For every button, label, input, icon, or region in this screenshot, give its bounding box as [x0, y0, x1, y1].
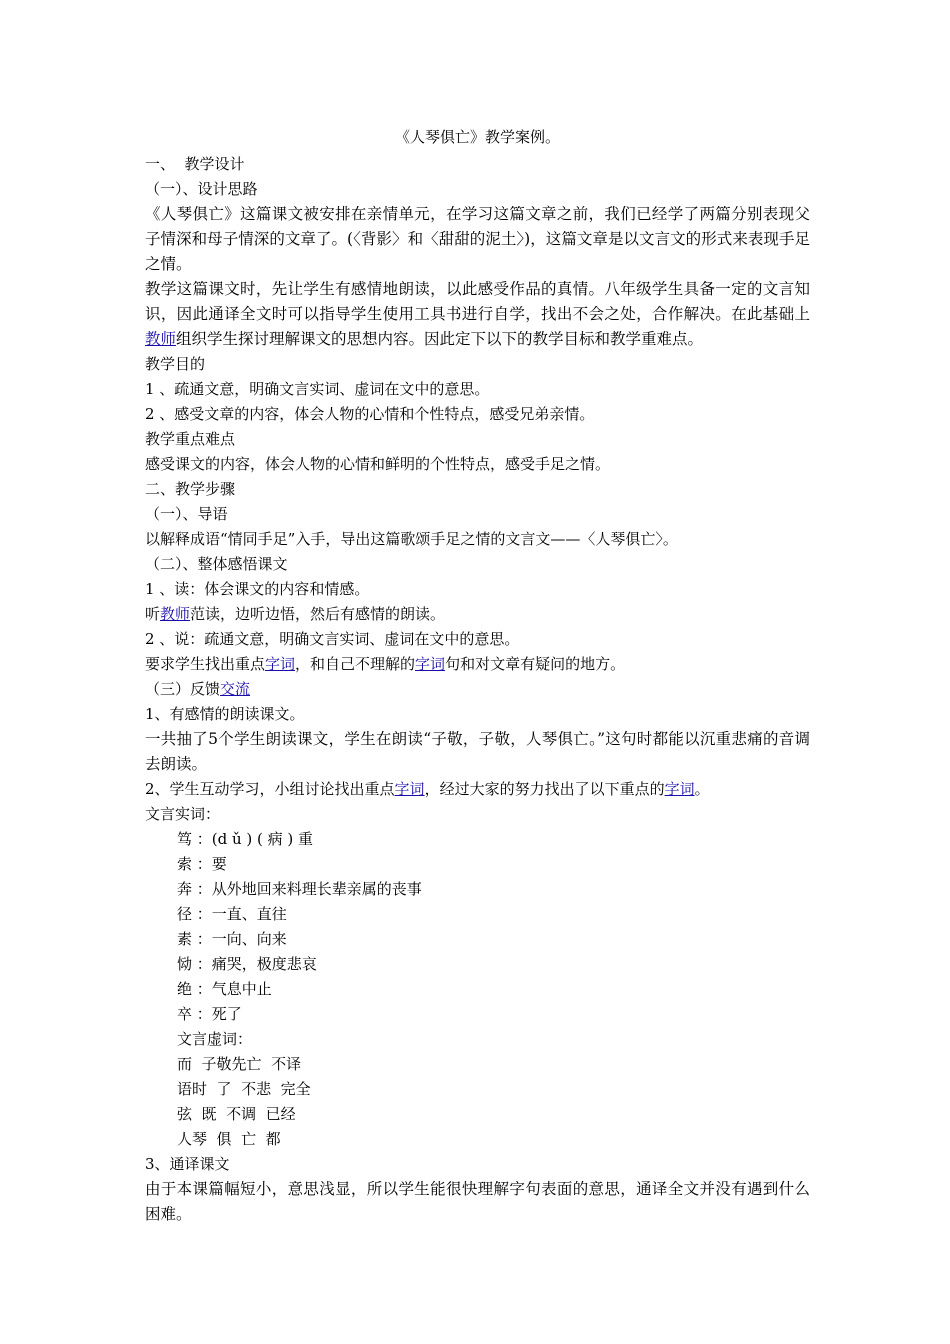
content-words-heading: 文言实词： — [145, 805, 221, 823]
read-heading: 1 、读：体会课文的内容和情感。 — [145, 580, 370, 598]
document-page — [145, 120, 810, 1227]
paragraph-design-2 — [145, 277, 810, 352]
document-title: 《人琴俱亡》教学案例。 — [394, 128, 560, 146]
link-words[interactable]: 字词 — [415, 655, 446, 673]
feedback-1-heading: 1、有感情的朗读课文。 — [145, 705, 305, 723]
content-word-item: 恸 ：痛哭，极度悲哀 — [177, 955, 317, 973]
subsection-heading-intro: （一）、导语 — [145, 505, 228, 523]
text-run: 。 — [694, 780, 710, 798]
link-words[interactable]: 字词 — [394, 780, 425, 798]
function-word-item: 而 子敬先亡 不译 — [177, 1055, 302, 1073]
link-teacher[interactable]: 教师 — [145, 330, 177, 348]
function-word-item: 人琴 俱 亡 都 — [177, 1130, 281, 1148]
content-word-item: 笃 ：(d ǔ ) ( 病 ) 重 — [177, 830, 314, 848]
goal-item-2: 2 、感受文章的内容，体会人物的心情和个性特点，感受兄弟亲情。 — [145, 405, 595, 423]
text-run: 听 — [145, 605, 161, 623]
content-word-item: 奔 ：从外地回来料理长辈亲属的丧事 — [177, 880, 422, 898]
text-run: （三）反馈 — [145, 680, 221, 698]
text-run: ，和自己不理解的 — [295, 655, 416, 673]
function-words-heading: 文言虚词： — [177, 1030, 253, 1048]
goal-heading: 教学目的 — [145, 355, 206, 373]
feedback-3-text: 由于本课篇幅短小，意思浅显，所以学生能很快理解字句表面的意思，通译全文并没有遇到什么困难。 — [145, 1180, 810, 1223]
text-run: 组织学生探讨理解课文的思想内容。因此定下以下的教学目标和教学重难点。 — [176, 330, 704, 348]
section-heading-2: 二、教学步骤 — [145, 480, 236, 498]
feedback-1-text: 一共抽了5个学生朗读课文，学生在朗读“子敬，子敬，人琴俱亡。”这句时都能以沉重悲痛的音调去朗读。 — [145, 730, 810, 773]
text-run: 教学这篇课文时，先让学生有感情地朗读，以此感受作品的真情。八年级学生具备一定的文言知识，因此通译全文时可以指导学生使用工具书进行自学，找出不会之处，合作解决。在此基础上 — [145, 280, 810, 323]
section-heading-1: 一、 教学设计 — [145, 155, 245, 173]
content-word-item: 卒 ：死了 — [177, 1005, 242, 1023]
say-heading: 2 、说：疏通文意，明确文言实词、虚词在文中的意思。 — [145, 630, 520, 648]
text-run: 要求学生找出重点 — [145, 655, 266, 673]
paragraph-design-1: 《人琴俱亡》这篇课文被安排在亲情单元，在学习这篇文章之前，我们已经学了两篇分别表现父子情深和母子情深的文章了。(〈背影〉和〈甜甜的泥土〉)，这篇文章是以文言文的形式来表现手足之情。 — [145, 205, 810, 273]
content-word-item: 索 ：要 — [177, 855, 227, 873]
text-run: 范读，边听边悟，然后有感情的朗读。 — [190, 605, 446, 623]
text-run: 句和对文章有疑问的地方。 — [445, 655, 626, 673]
key-text: 感受课文的内容，体会人物的心情和鲜明的个性特点，感受手足之情。 — [145, 455, 611, 473]
content-word-item: 绝 ：气息中止 — [177, 980, 272, 998]
read-text — [145, 602, 810, 627]
text-run: 2、学生互动学习，小组讨论找出重点 — [145, 780, 395, 798]
key-heading: 教学重点难点 — [145, 430, 236, 448]
link-words[interactable]: 字词 — [664, 780, 695, 798]
say-text — [145, 652, 810, 677]
feedback-3-heading: 3、通译课文 — [145, 1155, 230, 1173]
link-words[interactable]: 字词 — [265, 655, 296, 673]
link-exchange[interactable]: 交流 — [220, 680, 251, 698]
subsection-heading-overall: （二）、整体感悟课文 — [145, 555, 288, 573]
subsection-heading-design: （一）、设计思路 — [145, 180, 258, 198]
function-word-item: 弦 既 不调 已经 — [177, 1105, 296, 1123]
intro-text: 以解释成语“情同手足”入手，导出这篇歌颂手足之情的文言文——〈人琴俱亡〉。 — [145, 530, 678, 548]
feedback-2-heading — [145, 777, 810, 802]
subsection-heading-feedback — [145, 677, 810, 702]
goal-item-1: 1 、疏通文意，明确文言实词、虚词在文中的意思。 — [145, 380, 490, 398]
text-run: ，经过大家的努力找出了以下重点的 — [424, 780, 665, 798]
content-word-item: 径 ：一直、直往 — [177, 905, 287, 923]
link-teacher[interactable]: 教师 — [160, 605, 191, 623]
function-word-item: 语时 了 不悲 完全 — [177, 1080, 311, 1098]
content-word-item: 素 ：一向、向来 — [177, 930, 287, 948]
